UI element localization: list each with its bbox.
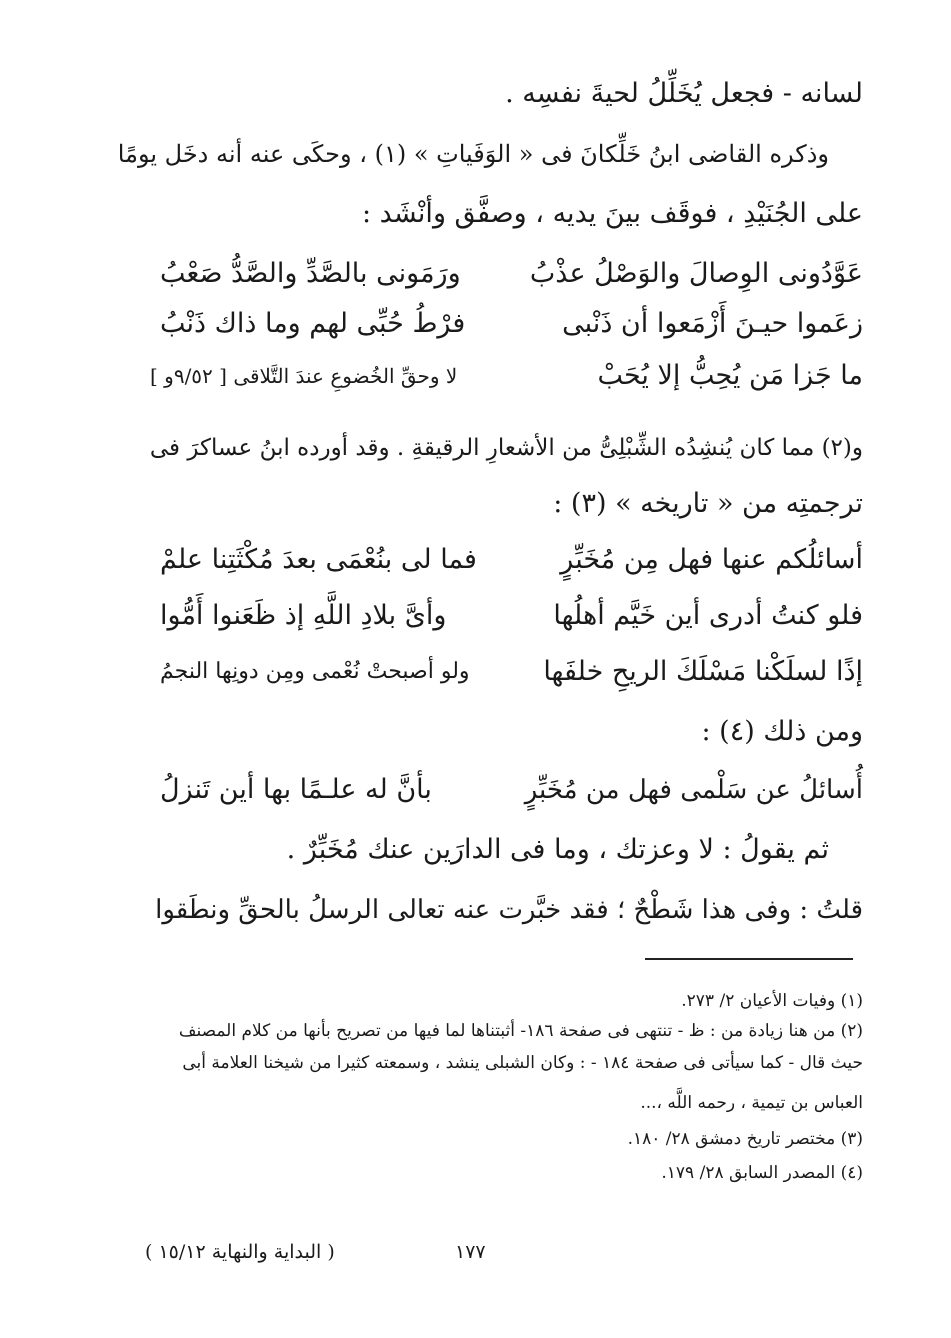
poem-2-verse-2-second-hemistich: وأىَّ بلادِ اللَّهِ إذ ظَعَنوا أَمُّوا (160, 600, 447, 631)
page-number: ١٧٧ (455, 1241, 486, 1263)
footnote-1: (١) وفيات الأعيان ٢/ ٢٧٣. (681, 991, 863, 1011)
poem-1-verse-2-first-hemistich: زعَموا حيـنَ أَزْمَعوا أن ذَنْبى (562, 308, 863, 339)
text-line-4: و(٢) مما كان يُنشِدُه الشِّبْلِىُّ من الأشعارِ الرقيقةِ . وقد أورده ابنُ عساكرَ فى (149, 435, 863, 461)
poem-3-first-hemistich: أُسائلُ عن سَلْمى فهل من مُخَبِّرٍ (524, 775, 863, 805)
text-line-6: ومن ذلك (٤) : (701, 716, 863, 747)
poem-1-verse-3-second-hemistich: لا وحقِّ الخُضوعِ عندَ التَّلاقى [ ٩/٥٢و ] (150, 364, 458, 388)
footnote-4: (٤) المصدر السابق ٢٨/ ١٧٩. (661, 1163, 863, 1183)
text-line-5: ترجمتِه من « تاريخه » (٣) : (553, 488, 863, 519)
footnote-2-line-1: (٢) من هنا زيادة من : ظ - تنتهى فى صفحة ١٨٦- أثبتناها لما فيها من تصريح بأنها من كلام المصنف (178, 1021, 863, 1041)
poem-1-verse-3-first-hemistich: ما جَزا مَن يُحِبُّ إلا يُحَبْ (597, 360, 863, 391)
poem-1-verse-1-first-hemistich: عَوَّدُونى الوِصالَ والوَصْلُ عذْبُ (529, 258, 863, 289)
poem-2-verse-1-second-hemistich: فما لى بنُعْمَى بعدَ مُكْثَتِنا علمْ (160, 544, 477, 575)
poem-3-second-hemistich: بأنَّ له علـمًا بها أين تَنزلُ (160, 774, 432, 805)
footnote-3: (٣) مختصر تاريخ دمشق ٢٨/ ١٨٠. (627, 1129, 863, 1149)
text-line-7: ثم يقولُ : لا وعزتك ، وما فى الدارَين عنك مُخَبِّرٌ . (286, 834, 829, 865)
footnote-2-line-2: حيث قال - كما سيأتى فى صفحة ١٨٤ - : وكان الشبلى ينشد ، وسمعته كثيرا من شيخنا العلامة أبى (182, 1053, 863, 1073)
text-line-3: على الجُنَيْدِ ، فوقَف بينَ يديه ، وصفَّق وأنْشَد : (361, 198, 863, 229)
poem-2-verse-3-second-hemistich: ولو أصبحتْ نُعْمى ومِن دونِها النجمُ (160, 659, 470, 684)
text-line-1: لسانه - فجعل يُخَلِّلُ لحيةَ نفسِه . (505, 78, 863, 109)
footnote-separator (645, 958, 853, 960)
text-line-8: قلتُ : وفى هذا شَطْحٌ ؛ فقد خبَّرت عنه تعالى الرسلُ بالحقِّ ونطَقوا (155, 895, 863, 925)
poem-2-verse-3-first-hemistich: إذًا لسلَكْنا مَسْلَكَ الريحِ خلفَها (543, 656, 863, 687)
footnote-2-line-3: العباس بن تيمية ، رحمه اللَّه ،... (640, 1093, 863, 1113)
poem-2-verse-1-first-hemistich: أسائلُكم عنها فهل مِن مُخَبِّرٍ (560, 544, 863, 575)
poem-2-verse-2-first-hemistich: فلو كنتُ أدرى أين خَيَّم أهلُها (553, 600, 863, 631)
text-line-2: وذكره القاضى ابنُ خَلِّكانَ فى « الوَفَياتِ » (١) ، وحكَى عنه أنه دخَل يومًا (117, 140, 829, 168)
poem-1-verse-2-second-hemistich: فرْطُ حُبِّى لهم وما ذاك ذَنْبُ (160, 308, 466, 339)
running-title: ( البداية والنهاية ١٥/١٢ ) (145, 1241, 335, 1263)
poem-1-verse-1-second-hemistich: ورَمَونى بالصَّدِّ والصَّدُّ صَعْبُ (160, 258, 461, 289)
